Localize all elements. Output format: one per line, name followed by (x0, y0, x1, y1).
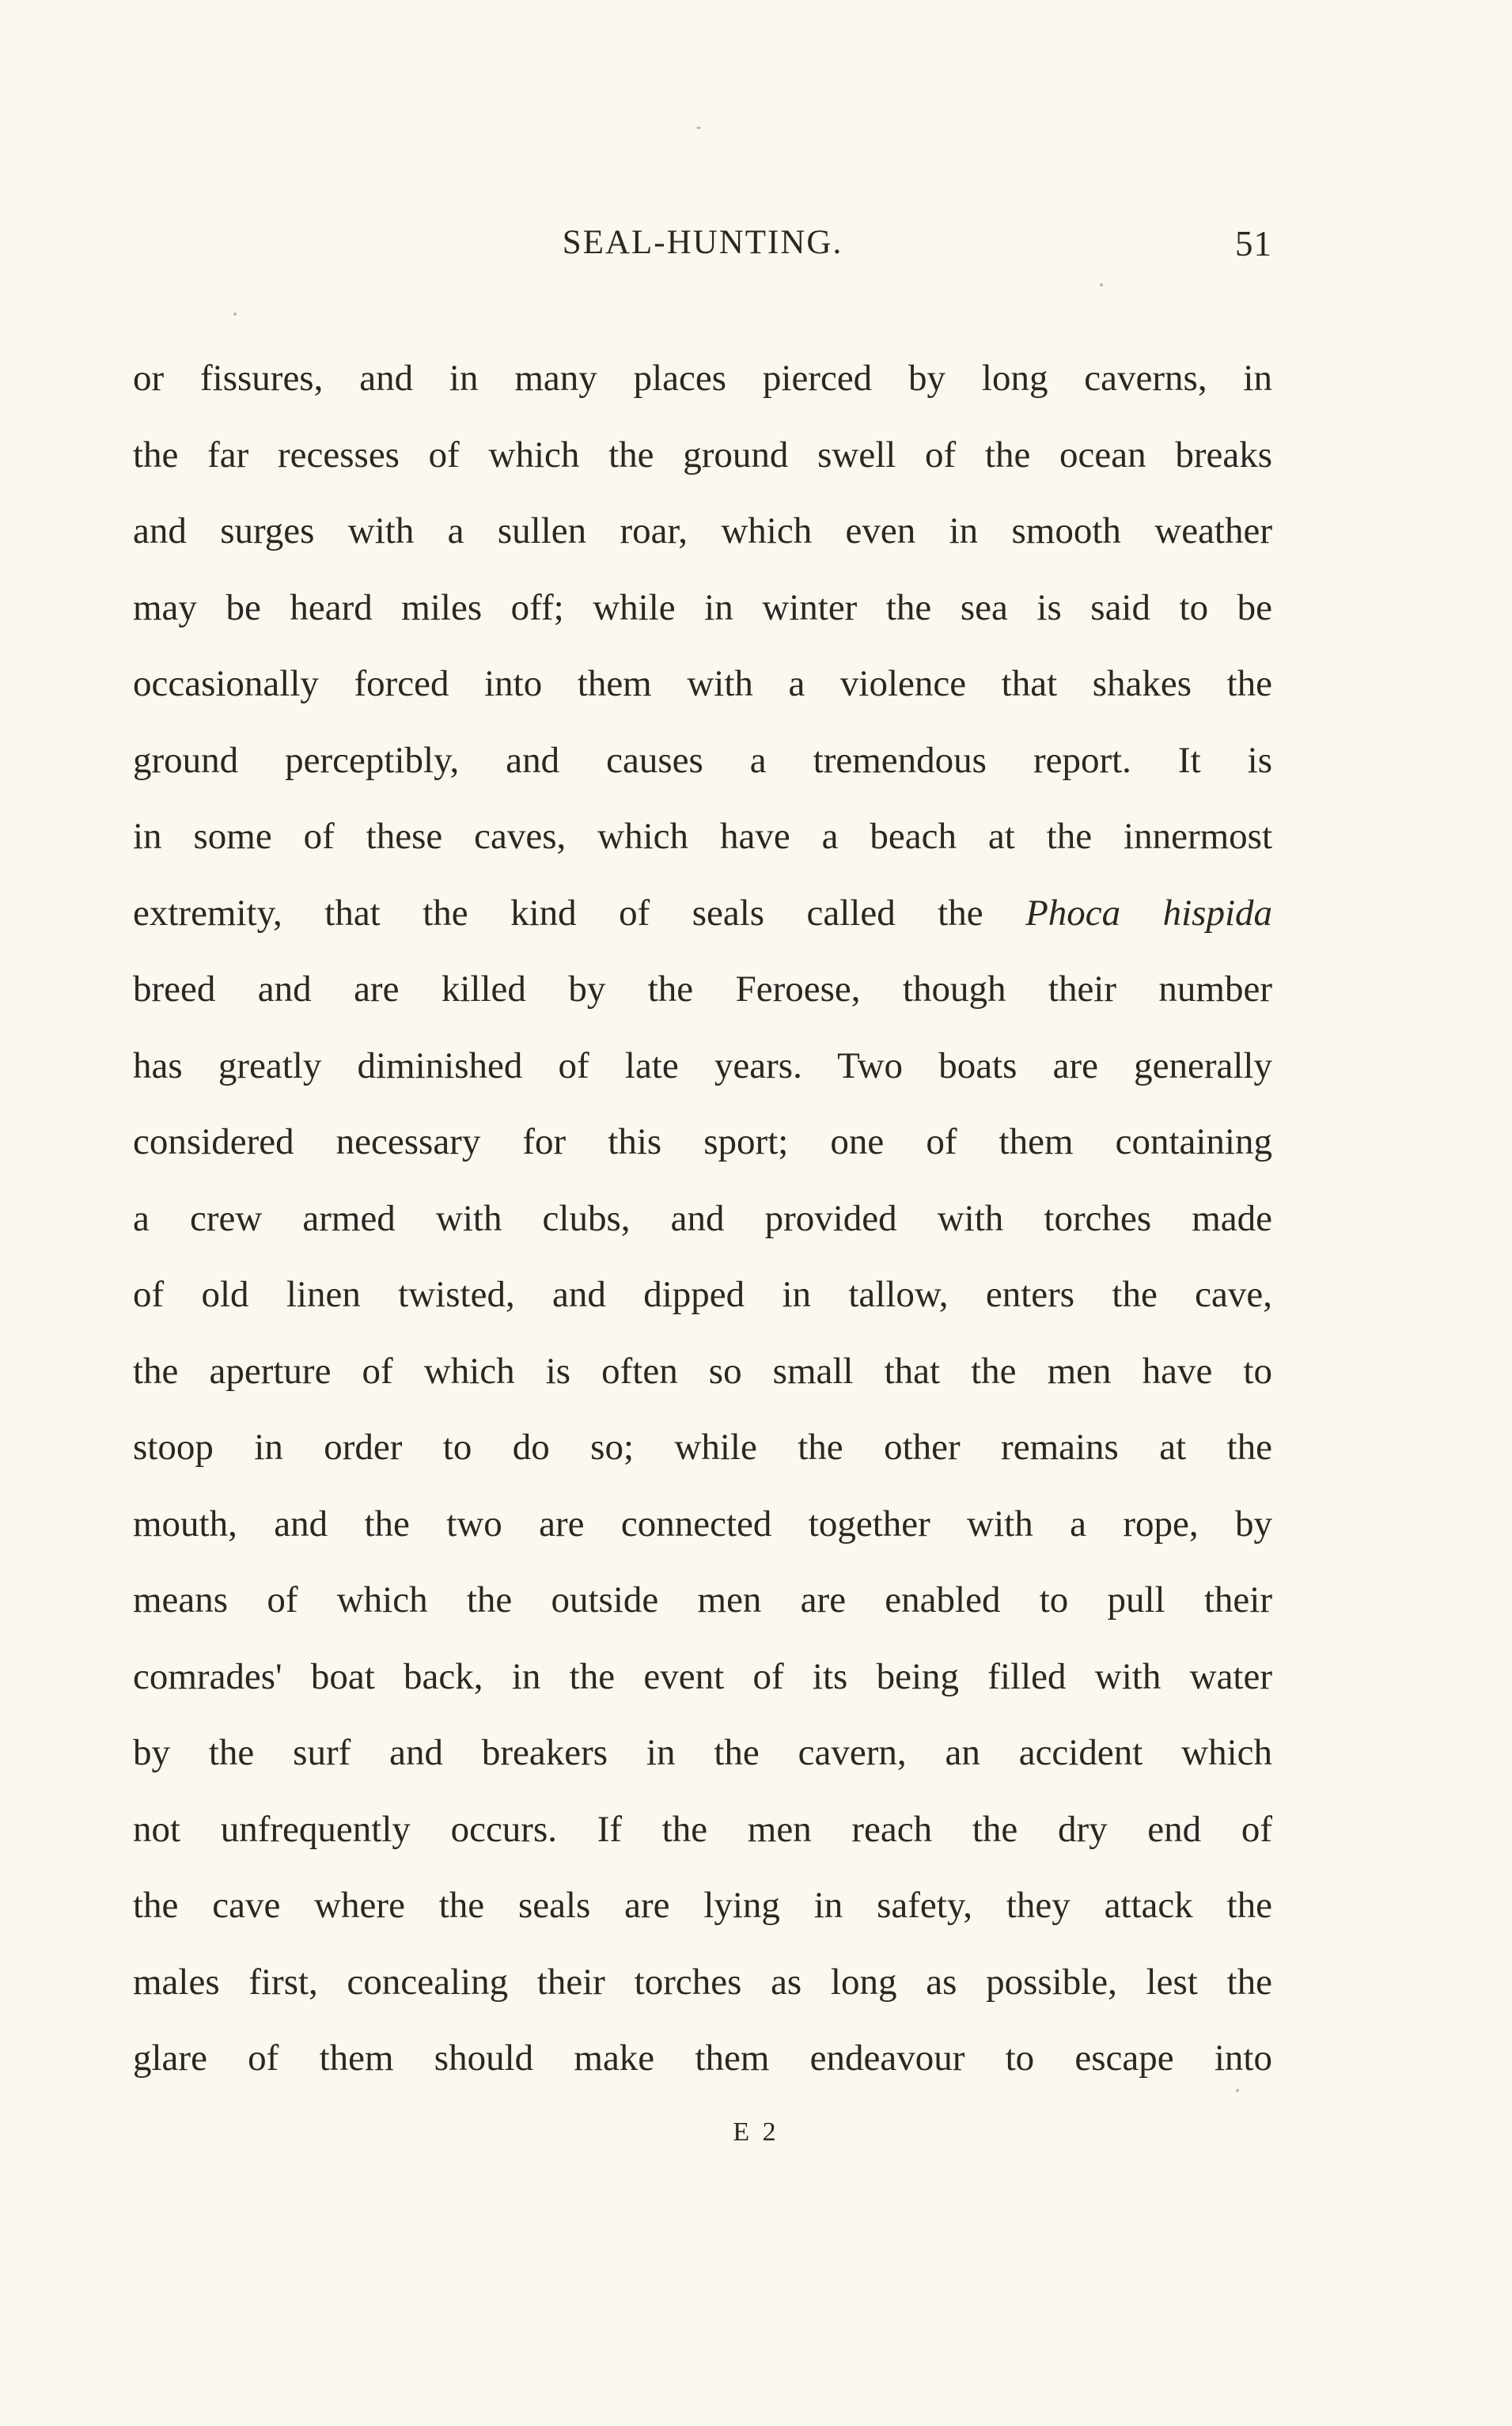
species-name-italic: Phoca hispida (1025, 892, 1272, 934)
text-line: comrades' boat back, in the event of its being filled with water (133, 1655, 1272, 1697)
text-line: of old linen twisted, and dipped in tallow, enters the cave, (133, 1274, 1272, 1315)
text-line: or fissures, and in many places pierced by long caverns, in (133, 358, 1272, 399)
text-line: glare of them should make them endeavour to escape into (133, 2037, 1272, 2079)
text-line: males first, concealing their torches as long as possible, lest the (133, 1961, 1272, 2003)
text-line: considered necessary for this sport; one of them containing (133, 1121, 1272, 1162)
text-line: by the surf and breakers in the cavern, an accident which (133, 1732, 1272, 1773)
text-line: breed and are killed by the Feroese, though their number (133, 969, 1272, 1010)
text-line: stoop in order to do so; while the other remains at the (133, 1427, 1272, 1468)
text-line: the cave where the seals are lying in safety, they attack the (133, 1885, 1272, 1926)
text-line (133, 875, 1272, 952)
text-line: may be heard miles off; while in winter the sea is said to be (133, 586, 1272, 628)
text-segment: extremity, that the kind of seals called the (133, 892, 1026, 934)
signature-mark: E 2 (733, 2117, 779, 2147)
text-line: ground perceptibly, and causes a tremendous report. It is (133, 739, 1272, 781)
paper-speck (1100, 283, 1103, 286)
text-line: has greatly diminished of late years. Two boats are generally (133, 1044, 1272, 1086)
paper-speck (233, 313, 237, 316)
text-line: not unfrequently occurs. If the men reach the dry end of (133, 1808, 1272, 1850)
text-line: means of which the outside men are enabled to pull their (133, 1579, 1272, 1620)
text-line: the far recesses of which the ground swell of the ocean breaks (133, 434, 1272, 476)
text-line: the aperture of which is often so small that the men have to (133, 1350, 1272, 1392)
text-line: in some of these caves, which have a beach at the innermost (133, 816, 1272, 857)
text-line: a crew armed with clubs, and provided with torches made (133, 1197, 1272, 1239)
running-head: SEAL-HUNTING. (562, 224, 843, 261)
page-header (133, 223, 1272, 279)
text-line: mouth, and the two are connected together with a rope, by (133, 1503, 1272, 1545)
body-text (133, 340, 1272, 2097)
paper-speck (696, 127, 701, 129)
page-number: 51 (1235, 224, 1272, 263)
paper-speck (1236, 2089, 1239, 2092)
text-line: and surges with a sullen roar, which even in smooth weather (133, 510, 1272, 552)
text-line: occasionally forced into them with a violence that shakes the (133, 663, 1272, 704)
